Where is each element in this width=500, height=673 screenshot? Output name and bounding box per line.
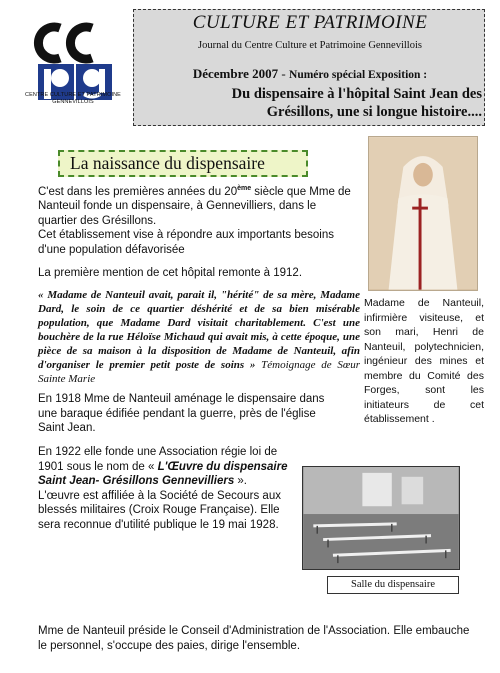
dispensary-caption: Salle du dispensaire [327, 576, 459, 594]
paragraph-1922 [38, 445, 303, 532]
paragraph-1922-text-a: En 1922 elle fonde une Association régie loi de 1901 sous le nom de « [38, 446, 278, 473]
logo-org-name [18, 92, 128, 106]
journal-header [133, 9, 485, 126]
issue-headline [142, 85, 482, 121]
dispensary-room-photo [302, 466, 460, 570]
paragraph-1922-text-c: L'œuvre est affiliée à la Société de Secours aux blessés militaires (Croix Rouge Française). Elle sera reconnue d'utilité publique le 19 mai 1928. [38, 489, 281, 531]
paragraph-intro-text-b: siècle que Mme de Nanteuil fonde un dispensaire, à Gennevilliers, dans le quartier des Grésillons. [38, 185, 351, 227]
paragraph-1922-text-b: ». [234, 475, 248, 487]
paragraph-intro-text-c: Cet établissement vise à répondre aux importants besoins d'une population défavorisée [38, 229, 334, 256]
paragraph-first-mention: La première mention de cet hôpital remonte à 1912. [38, 267, 303, 279]
journal-subtitle: Journal du Centre Culture et Patrimoine Gennevillois [198, 40, 422, 51]
paragraph-1918: En 1918 Mme de Nanteuil aménage le dispensaire dans une baraque édifiée pendant la guerre, près de l'église Saint Jean. [38, 393, 325, 434]
issue-line [134, 66, 486, 82]
issue-dash: - [281, 66, 290, 81]
headline-line1: Du dispensaire à l'hôpital Saint Jean des [231, 86, 482, 102]
paragraph-intro [38, 182, 358, 257]
quote-source: Témoignage de Sœur Sainte Marie [38, 359, 360, 385]
headline-line2: Grésillons, une si longue histoire.... [266, 104, 482, 120]
nanteuil-portrait-photo [368, 136, 478, 291]
paragraph-intro-sup: ème [237, 185, 252, 192]
portrait-caption: Madame de Nanteuil, infirmière visiteuse, et son mari, Henri de Nanteuil, polytechnicien, ingénieur des mines et membre du Comité des Forges, sont les initiateurs de cet établissement . [364, 297, 484, 425]
logo-org-line2: GENNEVILLOIS [52, 99, 94, 105]
section-title: La naissance du dispensaire [58, 150, 308, 177]
testimony-quote [38, 288, 360, 386]
logo-org-line1: CENTRE CULTURE ET PATRIMOINE [25, 92, 121, 98]
journal-title: CULTURE ET PATRIMOINE [192, 12, 428, 33]
issue-date: Décembre 2007 [192, 66, 279, 81]
quote-text: « Madame de Nanteuil avait, parait il, "hérité" de sa mère, Madame Dard, le soin de ce quartier déshérité et de sa bien misérable population, que Madame Dard visitait charitablement. C'est une bouchère de la rue Héloïse Michaud qui avait mis, à cette époque, une pièce de sa maison à la disposition de Madame de Nanteuil, afin d'organiser le premier petit poste de soins » [38, 289, 360, 371]
paragraph-administration: Mme de Nanteuil préside le Conseil d'Administration de l'Association. Elle embauche le personnel, s'occupe des paies, dirige l'ensemble. [38, 625, 470, 652]
association-name: L'Œuvre du dispensaire Saint Jean- Grésillons Gennevilliers [38, 460, 288, 487]
issue-note: Numéro spécial Exposition : [289, 69, 428, 81]
paragraph-intro-text-a: C'est dans les premières années du 20 [38, 185, 238, 198]
